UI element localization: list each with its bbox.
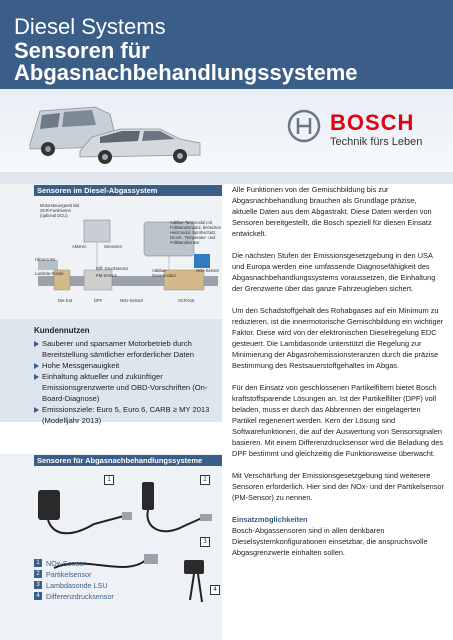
label-hfm: Hfm4-CAN (35, 257, 56, 262)
legend-item (34, 558, 114, 569)
nox-sensor-box (194, 254, 210, 268)
header-line-3: Abgasnachbehandlungssysteme (14, 60, 358, 85)
label-ecu: Motorsteuergerät inkl. SCR-Funktionen (optional DCU) (40, 203, 81, 218)
body-paragraph-5: Mit Verschärfung der Emissionsgesetzgebung sind weiterere Sensoren erforderlich. Hier sind der NOx- und der Partikelsensor (PM-Sensor) zu nennen. (232, 471, 444, 502)
ecu-box (84, 220, 110, 242)
label-dieselkat: Die-Kat (58, 298, 72, 303)
bosch-logo (286, 108, 446, 148)
body-paragraph-6: Bosch-Abgassensoren sind in allen denkbaren Dieselsystemkonfigurationen einsetzbar, die anspruchsvolle Abgasgrenzwerte einhalten sollen. (232, 526, 428, 557)
sensor-products-image (34, 468, 222, 638)
particle-sensor-product (142, 482, 212, 531)
label-dpf: DPF (94, 298, 103, 303)
benefits-list (34, 338, 222, 426)
legend-label: Partikelsensor (46, 570, 92, 579)
legend-item (34, 569, 114, 580)
legend-item (34, 591, 114, 602)
label-aktoren: Aktoren (72, 244, 87, 249)
legend-label: Lambdasonde LSU (46, 581, 108, 590)
callout-3: 3 (200, 537, 210, 547)
body-text (232, 184, 444, 569)
products-legend (34, 558, 114, 602)
label-nox: NOx-Sensor (196, 268, 220, 273)
bosch-armature-icon (286, 108, 326, 148)
body-paragraph-3: Um den Schadstoffgehalt des Rohabgases auf ein Minimum zu reduzieren, ist die innermotorische Gemischbildung ein wichtiger Faktor. Diese wird von der elektronischen Dieselregelung EDC gesteuert. Die Lambdasonde unterstützt die Regelung zur Minimierung der Abgasrohemissionsteranzen durch die präzise Bestimmung des Restsauerstoffgehaltes im Abgas. (232, 306, 444, 370)
label-dpf-druck: Diff.-Drucksensor (96, 266, 129, 271)
body-paragraph-1: Alle Funktionen von der Gemischbildung bis zur Abgasnachbehandlung brauchen als Grundlage präzise, aktuelle Daten aus dem Abgastrakt. Diese Daten werden von Sensoren bereitgestellt, die Bosch speziell für diesen Einsatz entwickelt. (232, 185, 432, 238)
callout-4: 4 (210, 585, 220, 595)
label-nox-sensor: NOx-Sensor (120, 298, 144, 303)
header-line-1: Diesel Systems (14, 14, 166, 39)
body-paragraph-4: Für den Einsatz von geschlossenen Partikelfiltern bietet Bosch kraftstoffsparende Lösungen an. Ist der Partikelfilter (DPF) voll beladen, muss er durch das Abbrennen der eingelagerten Partikel regeneriert werden. Kern der Lösung sind Softwarefunktionen, die auf der Auswertung von Sensorsignalen basieren. Mit einem Differenzdrucksensor wird die Beladung des DPF bestimmt und gleichzeitig die Funktionsweise überwacht. (232, 383, 444, 458)
label-adblue-tank: AdBlue-Tankmodul mit Füllstandsmodul, beheizten Heizmodul, Sprühschutz, Druck-, Temperatur- und Füllstandsensor (170, 220, 221, 245)
legend-label: NOx-Sensor (46, 559, 86, 568)
legend-item (34, 580, 114, 591)
label-lambda: Lambda-Sonde (35, 271, 64, 276)
benefit-item: Hohe Messgenauigkeit (34, 360, 222, 371)
benefit-item: Einhaltung aktueller und zukünftiger Emissionsgrenzwerte und OBD-Vorschriften (On-Board-Diagnose) (34, 371, 222, 404)
label-adblue-dose: AdBlue-Dosiermodul (152, 268, 176, 278)
legend-number: 1 (34, 559, 42, 567)
body-paragraph-2: Die nächsten Stufen der Emissionsgesetzgebung in den USA und Europa werden eine umfassende Diagnosefähigkeit des Abgasnachbehandlungssystems voraussetzen, die Einhaltung der Grenzwerte über das ganze Fahrzeugleben sichert. (232, 251, 436, 293)
benefit-item: Sauberer und sparsamer Motorbetrieb durch Bereitstellung sämtlicher erforderlicher Daten (34, 338, 222, 360)
products-title: Sensoren für Abgasnachbehandlungssysteme (34, 455, 222, 466)
header-banner (0, 0, 453, 89)
callout-1: 1 (104, 475, 114, 485)
benefit-item: Emissionsziele: Euro 5, Euro 6, CARB ≥ MY 2013 (Modelljahr 2013) (34, 404, 222, 426)
legend-label: Differenzdrucksensor (46, 592, 114, 601)
brand-name: BOSCH (330, 110, 415, 135)
divider-band (0, 172, 453, 184)
label-scr: SCR-Kat (178, 298, 195, 303)
brand-tagline: Technik fürs Leben (330, 136, 423, 148)
legend-number: 2 (34, 570, 42, 578)
legend-number: 3 (34, 581, 42, 589)
nox-sensor-product (38, 490, 132, 533)
body-subtitle: Einsatzmöglichkeiten (232, 515, 308, 524)
header-line-2: Sensoren für (14, 38, 150, 63)
pressure-sensor-product (184, 560, 204, 602)
label-sensoren: Sensoren (104, 244, 122, 249)
label-pm: PM-Sensor (96, 273, 117, 278)
benefits-title: Kundennutzen (34, 326, 90, 335)
diagram-title: Sensoren im Diesel-Abgassystem (34, 185, 222, 196)
legend-number: 4 (34, 592, 42, 600)
callout-2: 2 (200, 475, 210, 485)
